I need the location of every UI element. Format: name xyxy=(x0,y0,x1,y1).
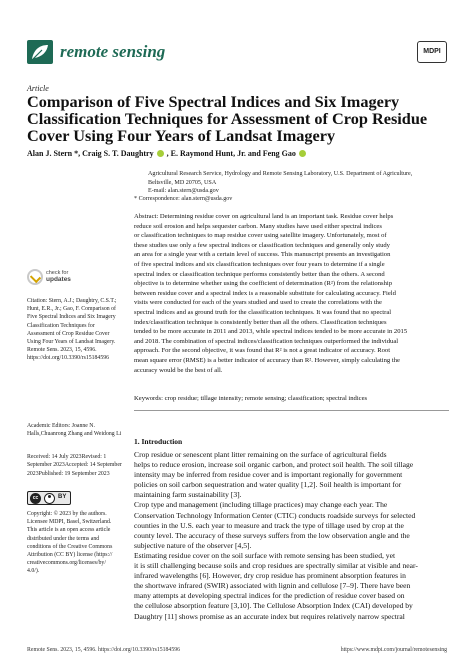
paragraph-line: policies on soil carbon sequestration and water quality [1,2]. Soil health is important for xyxy=(134,480,402,490)
affiliation xyxy=(148,170,448,196)
publication-dates xyxy=(27,453,125,478)
journal-logo xyxy=(27,40,53,64)
paragraph-line: Estimating residue cover on the soil surface with remote sensing has been studied, yet xyxy=(134,550,396,560)
paragraph-line: helps to reduce erosion, increase soil organic carbon, and protect soil health. The soil tillage xyxy=(134,460,414,470)
paragraph-line: intensity may be inferred from residue cover and is important regionally for government xyxy=(134,470,403,480)
footer-citation[interactable]: Remote Sens. 2023, 15, 4596. https://doi.org/10.3390/rs15184596 xyxy=(27,647,181,653)
copyright-line: This article is an open access article xyxy=(27,527,111,534)
date-line: Revised: 1 September 2023 xyxy=(27,454,107,469)
check-icon xyxy=(27,269,43,285)
abstract-line: visits were conducted for each of the years studied and used to create the correlations with the xyxy=(134,299,382,307)
cc-icon: cc xyxy=(30,493,41,504)
paragraph-line: subjective nature of the observer [4,5]. xyxy=(134,540,252,550)
author-list xyxy=(27,149,447,158)
copyright-line: Copyright: © 2023 by the authors. xyxy=(27,511,107,517)
citation-line: Five Spectral Indices and Six Imagery xyxy=(27,314,116,321)
paragraph-line: Conservation Technology Information Center (CTIC) conducts roadside surveys for selected xyxy=(134,510,416,520)
check-for-updates-label: check for updates xyxy=(46,270,71,283)
abstract-line: accuracy would be the best of all. xyxy=(134,366,223,374)
abstract-line: spectral indices and as ground truth for the classification techniques. It was found that no spectral xyxy=(134,308,392,316)
copyright-line: conditions of the Creative Commons xyxy=(27,543,113,550)
abstract-line: and 2018. The combination of spectral indices/classification techniques outperformed the individual xyxy=(134,337,399,345)
footer-journal-url[interactable]: https://www.mdpi.com/journal/remotesensing xyxy=(340,647,447,653)
keywords: Keywords: crop residue; tillage intensity; remote sensing; classification; spectral indices xyxy=(134,395,368,402)
title-line: Comparison of Five Spectral Indices and Six Imagery xyxy=(27,92,400,111)
citation-line: Assessment of Crop Residue Cover xyxy=(27,330,110,337)
paragraph-line: Crop type and management (including tillage practices) may change each year. The xyxy=(134,500,388,510)
title-line: Cover Using Four Years of Landsat Imagery xyxy=(27,126,336,145)
abstract-line: index/classification technique is consistently better than all the others. Classification techniques xyxy=(134,318,387,326)
cc-by-license-badge[interactable] xyxy=(27,491,71,505)
abstract-line: objective is to determine whether using the coefficient of determination (R²) from the relationship xyxy=(134,280,393,288)
abstract-line: or classification techniques to map residue cover using satellite imagery. Unfortunately, most of xyxy=(134,232,387,240)
citation-line: Using Four Years of Landsat Imagery. xyxy=(27,339,116,346)
date-line: Accepted: 14 September 2023 xyxy=(27,462,122,477)
citation-line: Remote Sens. 2023, 15, 4596. xyxy=(27,347,97,354)
citation-line: Citation: Stern, A.J.; Daughtry, C.S.T.; xyxy=(27,298,117,304)
abstract-line: tended to be more accurate in 2011 and 2013, while spectral indices tended to be more accurate in 2015 xyxy=(134,328,408,336)
editor-line: Academic Editors: Joanne N. Halls, xyxy=(27,423,95,438)
paragraph-line: counties in the U.S. each year to measure and track the type of tillage used by crop at the xyxy=(134,520,404,530)
section-heading: 1. Introduction xyxy=(134,437,183,446)
leaf-icon xyxy=(30,43,50,61)
paragraph-line: county level. The accuracy of these surveys suffers from the low observation angle and the xyxy=(134,530,410,540)
abstract-line: an area for a single year with a certain level of success. This manuscript presents an investigation xyxy=(134,251,391,259)
abstract-line: mean square error (RMSE) is a better indicator of accuracy than R². However, simply calculating the xyxy=(134,356,400,364)
editor-line: Chuanrong Zhang and Weidong Li xyxy=(40,431,122,438)
author-names[interactable]: Alan J. Stern *, Craig S. T. Daughtry xyxy=(27,149,154,158)
copyright-line: Licensee MDPI, Basel, Switzerland. xyxy=(27,519,112,526)
copyright xyxy=(27,510,125,576)
introduction-text xyxy=(134,450,449,622)
abstract-line: spectral index or classification technique performs consistently better than the others. A second xyxy=(134,270,385,278)
check-for-updates-button[interactable] xyxy=(27,268,77,288)
paragraph-line: it is still challenging because soils and crop residues are spectrally similar at visible and near- xyxy=(134,561,418,571)
copyright-line: distributed under the terms and xyxy=(27,535,100,542)
by-label: BY xyxy=(58,494,67,500)
correspondence: * Correspondence: alan.stern@usda.gov xyxy=(134,196,233,202)
abstract-line: Abstract: Determining residue cover on agricultural land is an important task. Residue cover helps xyxy=(134,213,394,220)
paragraph-line: Crop residue or senescent plant litter remaining on the surface of agricultural fields xyxy=(134,450,387,459)
abstract-line: between residue cover and a spectral index is a reasonable substitute for calculating accuracy. Field xyxy=(134,289,396,297)
title-line: Classification Techniques for Assessment of Crop Residue xyxy=(27,109,428,128)
journal-header xyxy=(27,40,447,70)
paragraph-line: the shortwave infrared (SWIR) associated with lignin and cellulose [7–9]. There have been xyxy=(134,581,411,591)
attribution-icon xyxy=(44,493,55,504)
page-footer xyxy=(27,647,447,653)
abstract xyxy=(134,212,449,375)
copyright-line: 4.0/). xyxy=(27,568,40,575)
academic-editors xyxy=(27,422,125,438)
affiliation-line: Beltsville, MD 20705, USA xyxy=(148,179,217,186)
divider xyxy=(134,410,449,411)
affiliation-line: E-mail: alan.stern@usda.gov xyxy=(148,188,219,194)
orcid-icon[interactable] xyxy=(157,150,164,157)
mdpi-logo[interactable]: MDPI xyxy=(417,41,447,63)
author-names[interactable]: , E. Raymond Hunt, Jr. and Feng Gao xyxy=(166,149,296,158)
citation xyxy=(27,297,125,363)
date-line: Published: 19 September 2023 xyxy=(38,470,110,477)
article-type: Article xyxy=(27,84,49,93)
journal-name[interactable]: remote sensing xyxy=(60,42,166,61)
abstract-line: these studies use only a few spectral indices or classification techniques and generally only study xyxy=(134,241,390,249)
citation-line: https://doi.org/10.3390/rs15184596 xyxy=(27,355,110,362)
paragraph-line: the cellulose absorption feature [3,10]. The Cellulose Absorption Index (CAI) developed by xyxy=(134,601,413,611)
affiliation-line: Agricultural Research Service, Hydrology and Remote Sensing Laboratory, U.S. Department of Agriculture, xyxy=(148,171,413,177)
citation-line: Classification Techniques for xyxy=(27,322,95,329)
abstract-line: of five spectral indices and six classification techniques over four years to determine if a single xyxy=(134,260,385,268)
copyright-line: Attribution (CC BY) license (https:// xyxy=(27,552,113,559)
date-line: Received: 14 July 2023 xyxy=(27,454,82,460)
copyright-line: creativecommons.org/licenses/by/ xyxy=(27,560,106,567)
orcid-icon[interactable] xyxy=(299,150,306,157)
paragraph-line: maintaining farm sustainability [3]. xyxy=(134,490,242,500)
paragraph-line: Daughtry [11] shows promise as an accurate index but requires relatively narrow spectral xyxy=(134,611,405,621)
article-title xyxy=(27,93,437,144)
paragraph-line: many attempts at developing spectral indices for the prediction of residue cover based on xyxy=(134,591,405,601)
abstract-line: reduce soil erosion and helps sequester carbon. Many studies have used either spectral indices xyxy=(134,222,382,230)
abstract-line: approach. For the second objective, it was found that R² is not a great indicator of accuracy. Root xyxy=(134,347,391,355)
citation-line: Hunt, E.R., Jr.; Gao, F. Comparison of xyxy=(27,306,116,313)
paragraph-line: infrared wavelengths [6]. However, dry crop residue has prominent absorption features in xyxy=(134,571,406,581)
